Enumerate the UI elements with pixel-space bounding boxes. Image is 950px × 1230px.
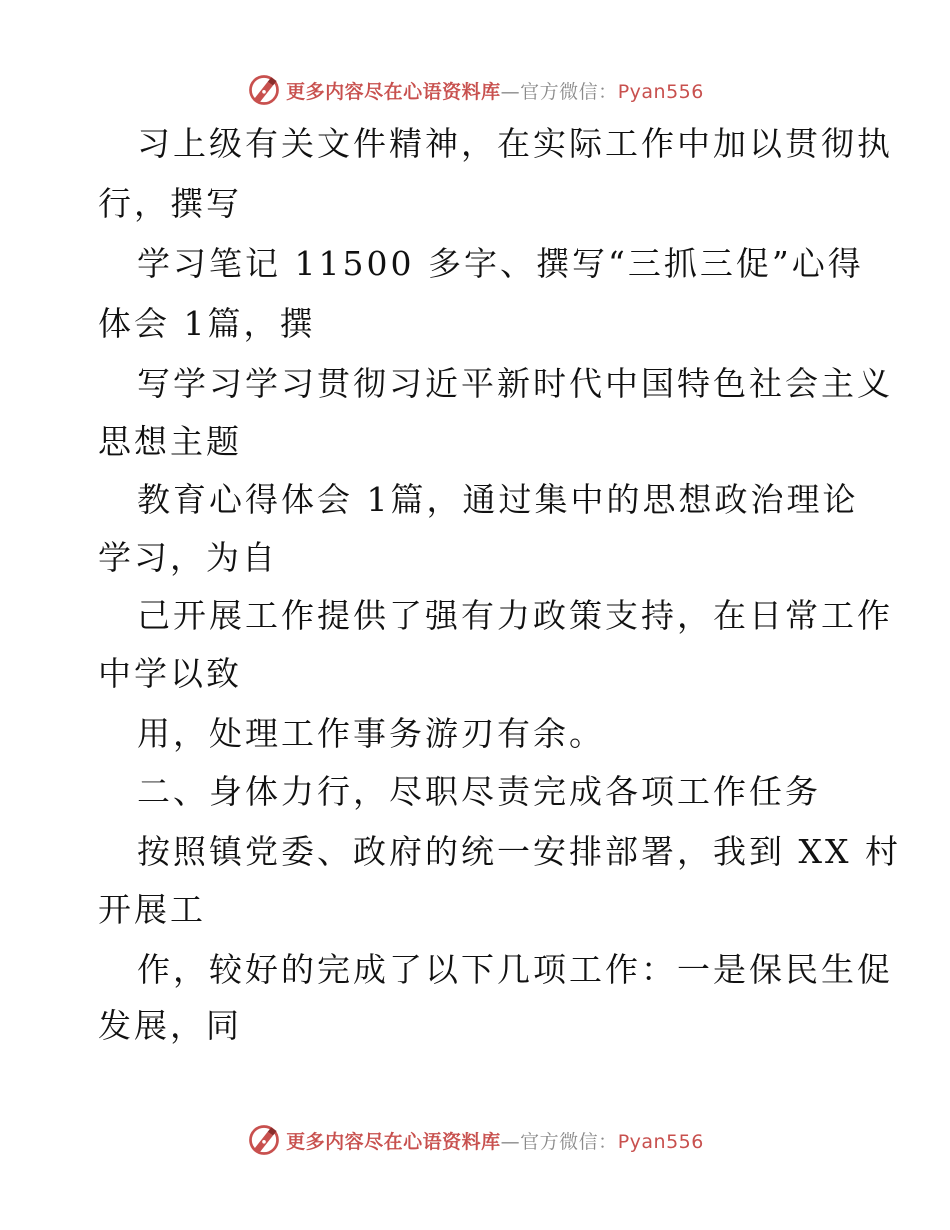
banner-wechat-label: 官方微信： [520,1130,618,1153]
body-line: 发展，同 [98,1006,242,1045]
banner-site-name: 更多内容尽在心语资料库 [286,80,501,103]
body-line: 按照镇党委、政府的统一安排部署，我到 XX 村 [137,832,901,871]
body-line: 体会 1篇，撰 [98,304,316,343]
body-line: 学习，为自 [98,538,278,577]
body-line: 开展工 [98,890,206,929]
banner-site-name: 更多内容尽在心语资料库 [286,1130,501,1153]
body-line: 作，较好的完成了以下几项工作：一是保民生促 [137,950,893,989]
body-line: 写学习学习贯彻习近平新时代中国特色社会主义 [137,364,893,403]
body-line: 己开展工作提供了强有力政策支持，在日常工作 [137,596,893,635]
body-line: 思想主题 [98,422,242,461]
body-line: 学习笔记 11500 多字、撰写“三抓三促”心得 [137,244,864,283]
body-line: 教育心得体会 1篇，通过集中的思想政治理论 [137,480,859,519]
body-line: 习上级有关文件精神，在实际工作中加以贯彻执 [137,124,893,163]
banner-dash: — [500,1130,521,1153]
body-line: 中学以致 [98,654,242,693]
banner-wechat-label: 官方微信： [520,80,618,103]
section-heading: 二、身体力行，尽职尽责完成各项工作任务 [137,772,821,811]
body-line: 行，撰写 [98,184,242,223]
footer-banner [0,1118,950,1162]
banner-wechat-id: Pyan556 [617,80,704,103]
banner-dash: — [500,80,521,103]
header-banner [0,68,950,112]
pen-nib-logo-icon [246,1122,282,1158]
pen-nib-logo-icon [246,72,282,108]
banner-wechat-id: Pyan556 [617,1130,704,1153]
body-line: 用，处理工作事务游刃有余。 [137,714,605,753]
